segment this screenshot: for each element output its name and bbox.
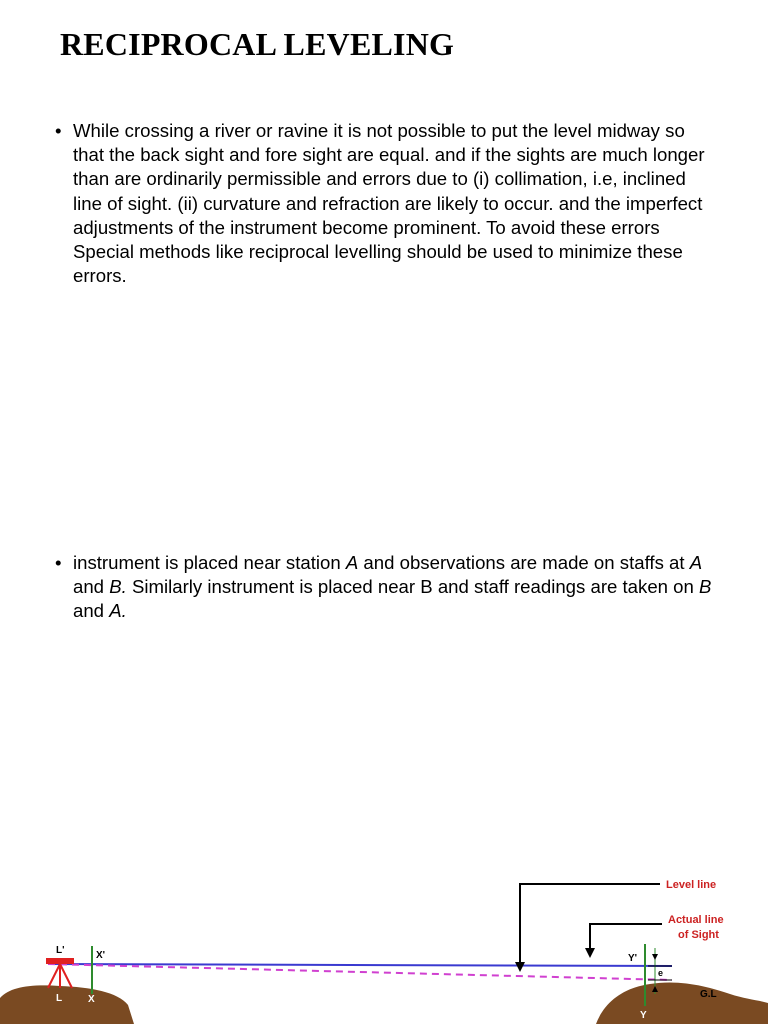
reciprocal-leveling-diagram	[0, 860, 768, 1024]
bullet-item-2	[55, 551, 715, 624]
slide-title: RECIPROCAL LEVELING	[60, 26, 455, 62]
text-segment: and	[73, 576, 110, 598]
bullet-dot: •	[55, 552, 62, 573]
y-label: Y	[640, 1010, 647, 1021]
actual-line-label-1: Actual line	[668, 914, 724, 926]
italic-text: B	[699, 576, 712, 598]
bullet-text-2	[73, 551, 715, 624]
bullet-dot: •	[55, 120, 62, 141]
italic-text: A	[689, 552, 703, 573]
sight-line-pointer	[585, 924, 662, 958]
italic-text: B.	[109, 576, 127, 598]
x-label: X	[88, 994, 95, 1005]
level-instrument	[46, 958, 74, 988]
italic-text: A	[345, 552, 359, 573]
right-ground	[596, 982, 768, 1024]
x-prime-label: X'	[96, 950, 106, 961]
e-label: e	[658, 968, 664, 978]
text-segment: instrument is placed near station	[73, 552, 346, 573]
ground-level-label: G.L	[700, 989, 717, 1000]
text-segment: and observations are made on staffs at	[358, 552, 690, 573]
l-label: L	[56, 993, 63, 1004]
bullet-item-1	[55, 119, 715, 288]
level-line	[48, 964, 672, 966]
left-ground	[0, 985, 134, 1024]
text-segment: Similarly instrument is placed near B and staff readings are taken on	[126, 576, 700, 598]
text-segment: and	[73, 600, 110, 622]
bullet-text-1	[73, 119, 715, 288]
italic-text: A.	[109, 600, 127, 622]
level-line-pointer	[515, 884, 660, 972]
l-prime-label: L'	[56, 945, 65, 956]
level-line-label: Level line	[666, 879, 717, 891]
text-segment: While crossing a river or ravine it is not possible to put the level midway so that the back sight and fore sight are equal. and if the sights are much longer than are ordinarily permissible and errors due to (i) collimation, i.e, inclined line of sight. (ii) curvature and refraction are likely to occur. and the imperfect adjustments of the instrument become prominent. To avoid these errors Special methods like reciprocal levelling should be used to minimize these errors.	[73, 120, 705, 287]
y-prime-label: Y'	[628, 953, 638, 964]
actual-line-label-2: of Sight	[678, 929, 719, 941]
